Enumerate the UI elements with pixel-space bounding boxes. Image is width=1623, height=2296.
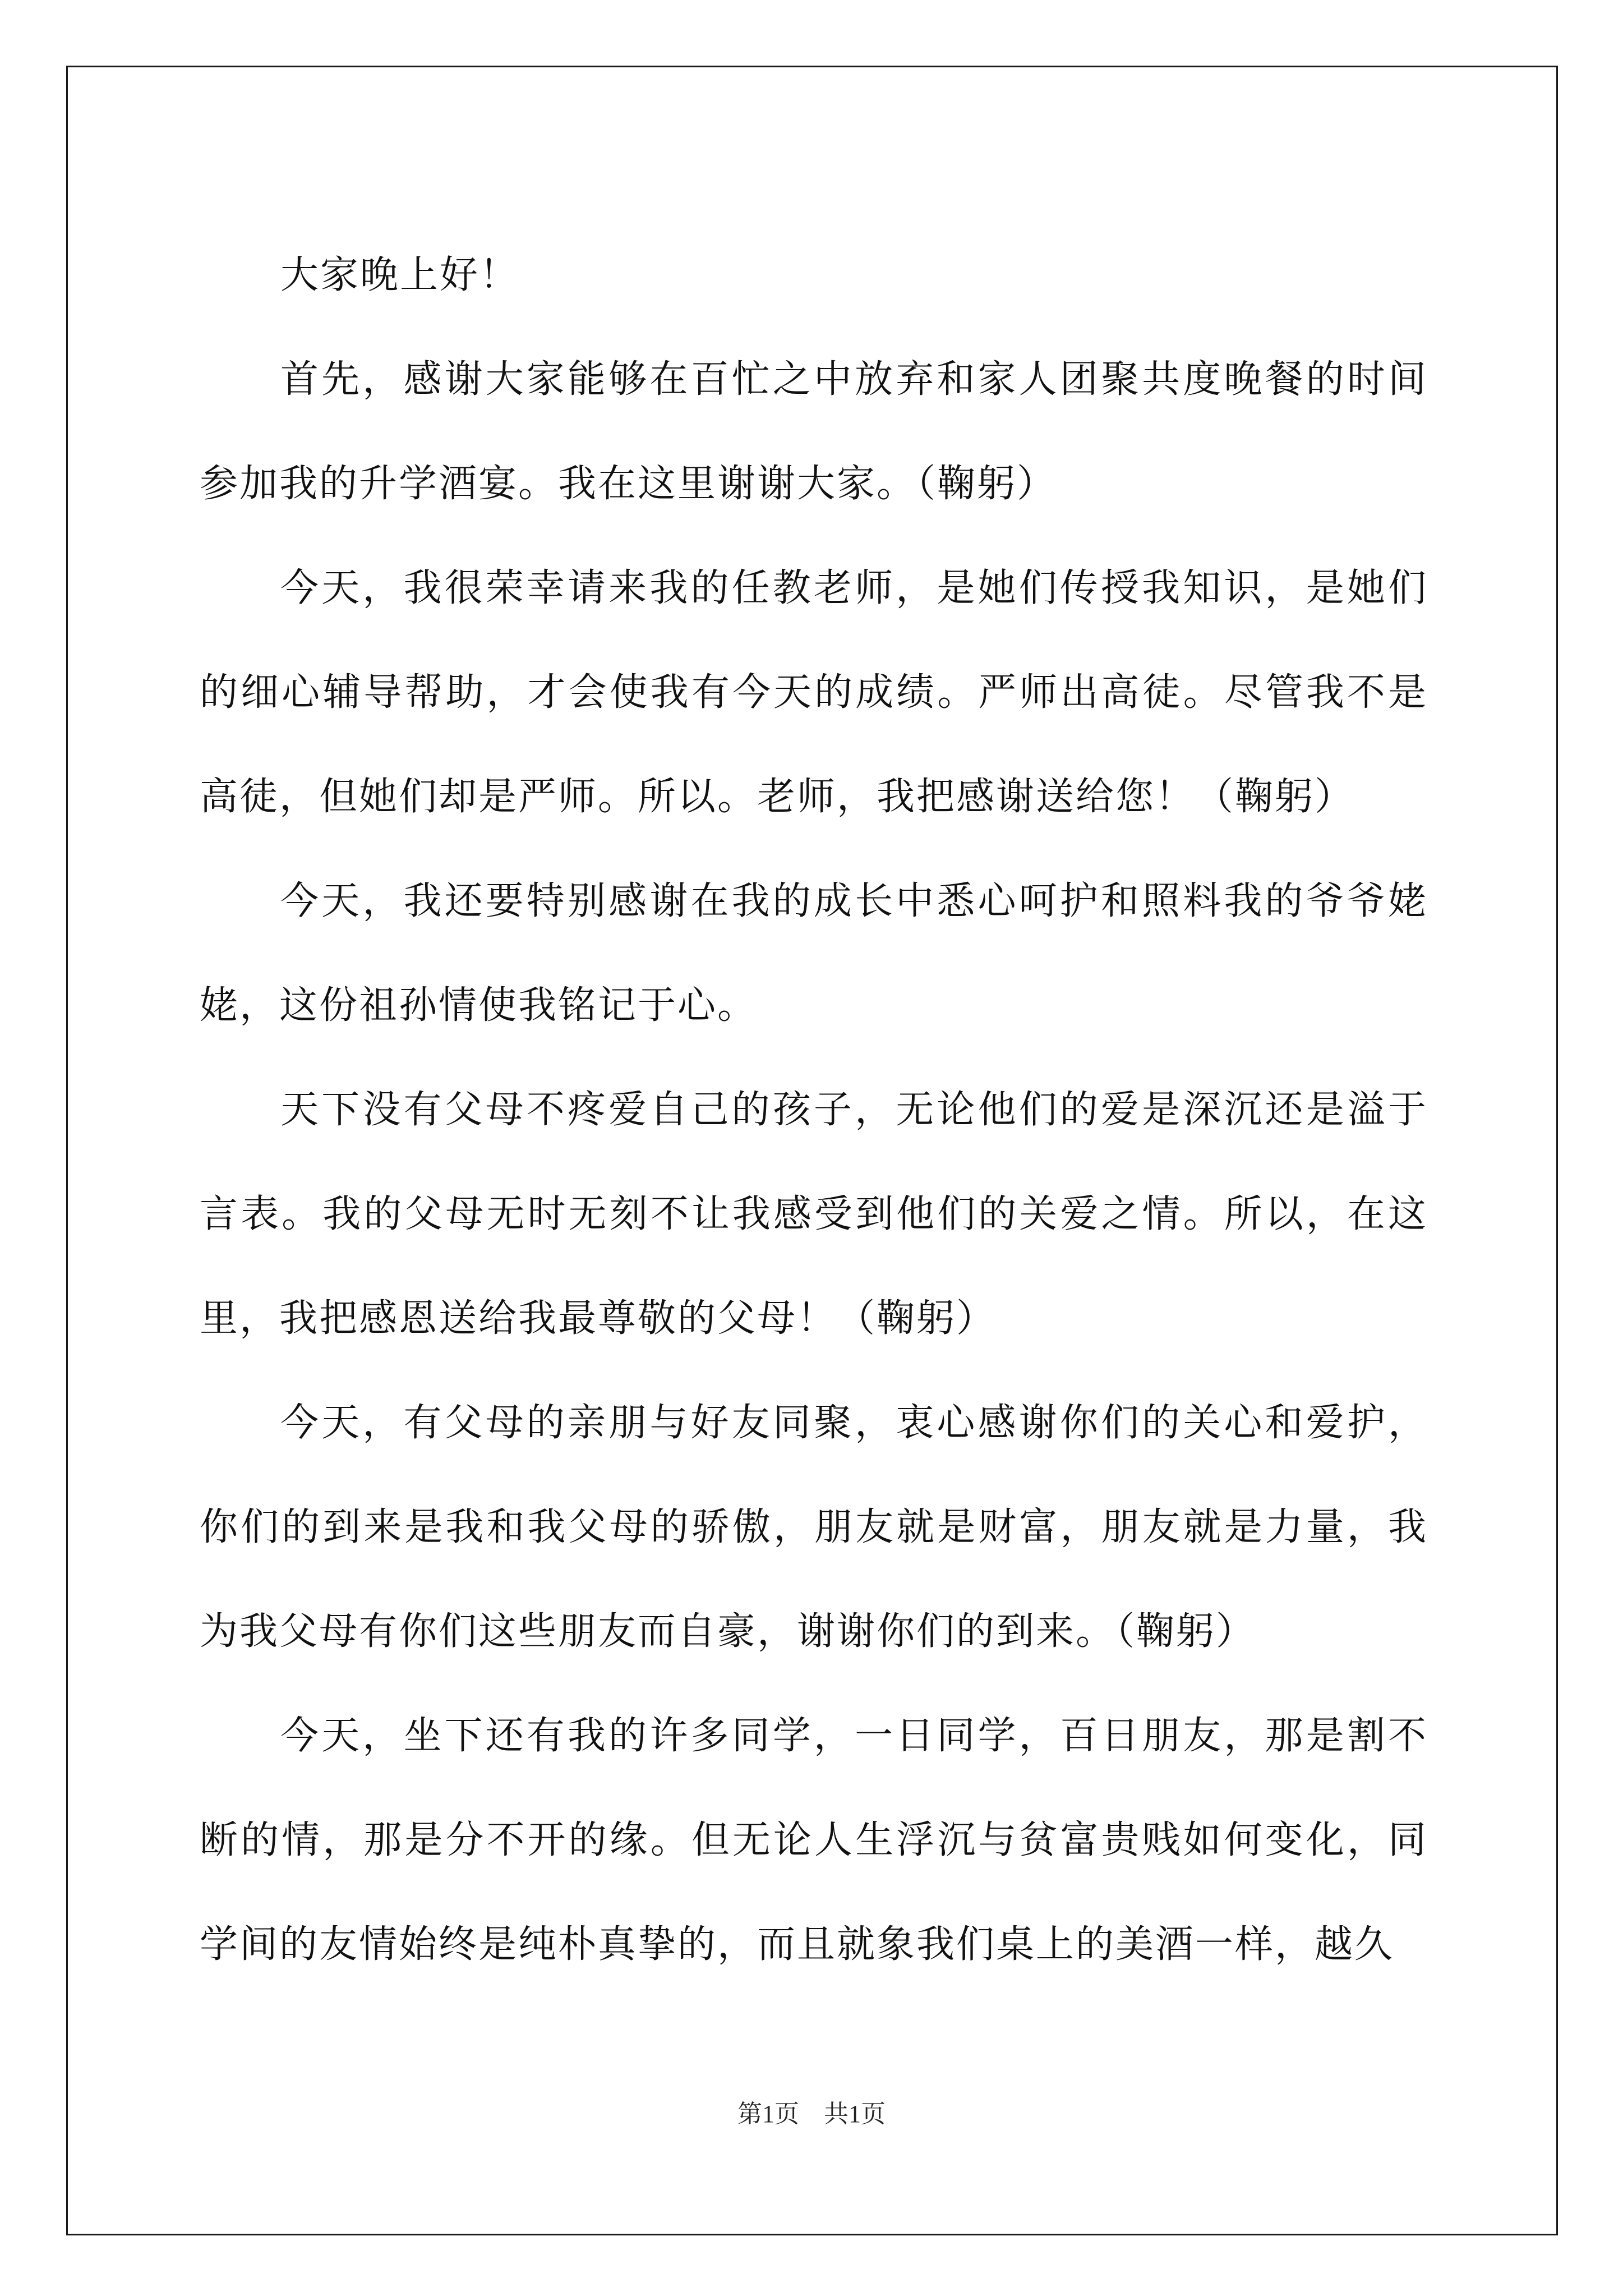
total-pages-label: 共1页 bbox=[824, 2100, 886, 2128]
paragraph-thanks-guests: 首先，感谢大家能够在百忙之中放弃和家人团聚共度晚餐的时间参加我的升学酒宴。我在这里谢谢大家。（鞠躬） bbox=[200, 357, 1428, 506]
paragraph-thanks-friends: 今天，有父母的亲朋与好友同聚，衷心感谢你们的关心和爱护，你们的到来是我和我父母的骄傲，朋友就是财富，朋友就是力量，我为我父母有你们这些朋友而自豪，谢谢你们的到来。（鞠躬） bbox=[200, 1401, 1428, 1654]
paragraph-thanks-grandparents: 今天，我还要特别感谢在我的成长中悉心呵护和照料我的爷爷姥姥，这份祖孙情使我铭记于心。 bbox=[200, 879, 1428, 1028]
paragraph-thanks-parents: 天下没有父母不疼爱自己的孩子，无论他们的爱是深沉还是溢于言表。我的父母无时无刻不让我感受到他们的关爱之情。所以，在这里，我把感恩送给我最尊敬的父母！（鞠躬） bbox=[200, 1088, 1428, 1341]
current-page-label: 第1页 bbox=[737, 2100, 799, 2128]
paragraph-classmates: 今天，坐下还有我的许多同学，一日同学，百日朋友，那是割不断的情，那是分不开的缘。但无论人生浮沉与贫富贵贱如何变化，同学间的友情始终是纯朴真挚的，而且就象我们桌上的美酒一样，越久 bbox=[200, 1714, 1428, 1967]
paragraph-greeting: 大家晚上好！ bbox=[280, 253, 520, 297]
document-body bbox=[200, 223, 1428, 1997]
paragraph-thanks-teachers: 今天，我很荣幸请来我的任教老师，是她们传授我知识，是她们的细心辅导帮助，才会使我有今天的成绩。严师出高徒。尽管我不是高徒，但她们却是严师。所以。老师，我把感谢送给您！（鞠躬） bbox=[200, 566, 1428, 819]
page-footer bbox=[0, 2093, 1623, 2129]
